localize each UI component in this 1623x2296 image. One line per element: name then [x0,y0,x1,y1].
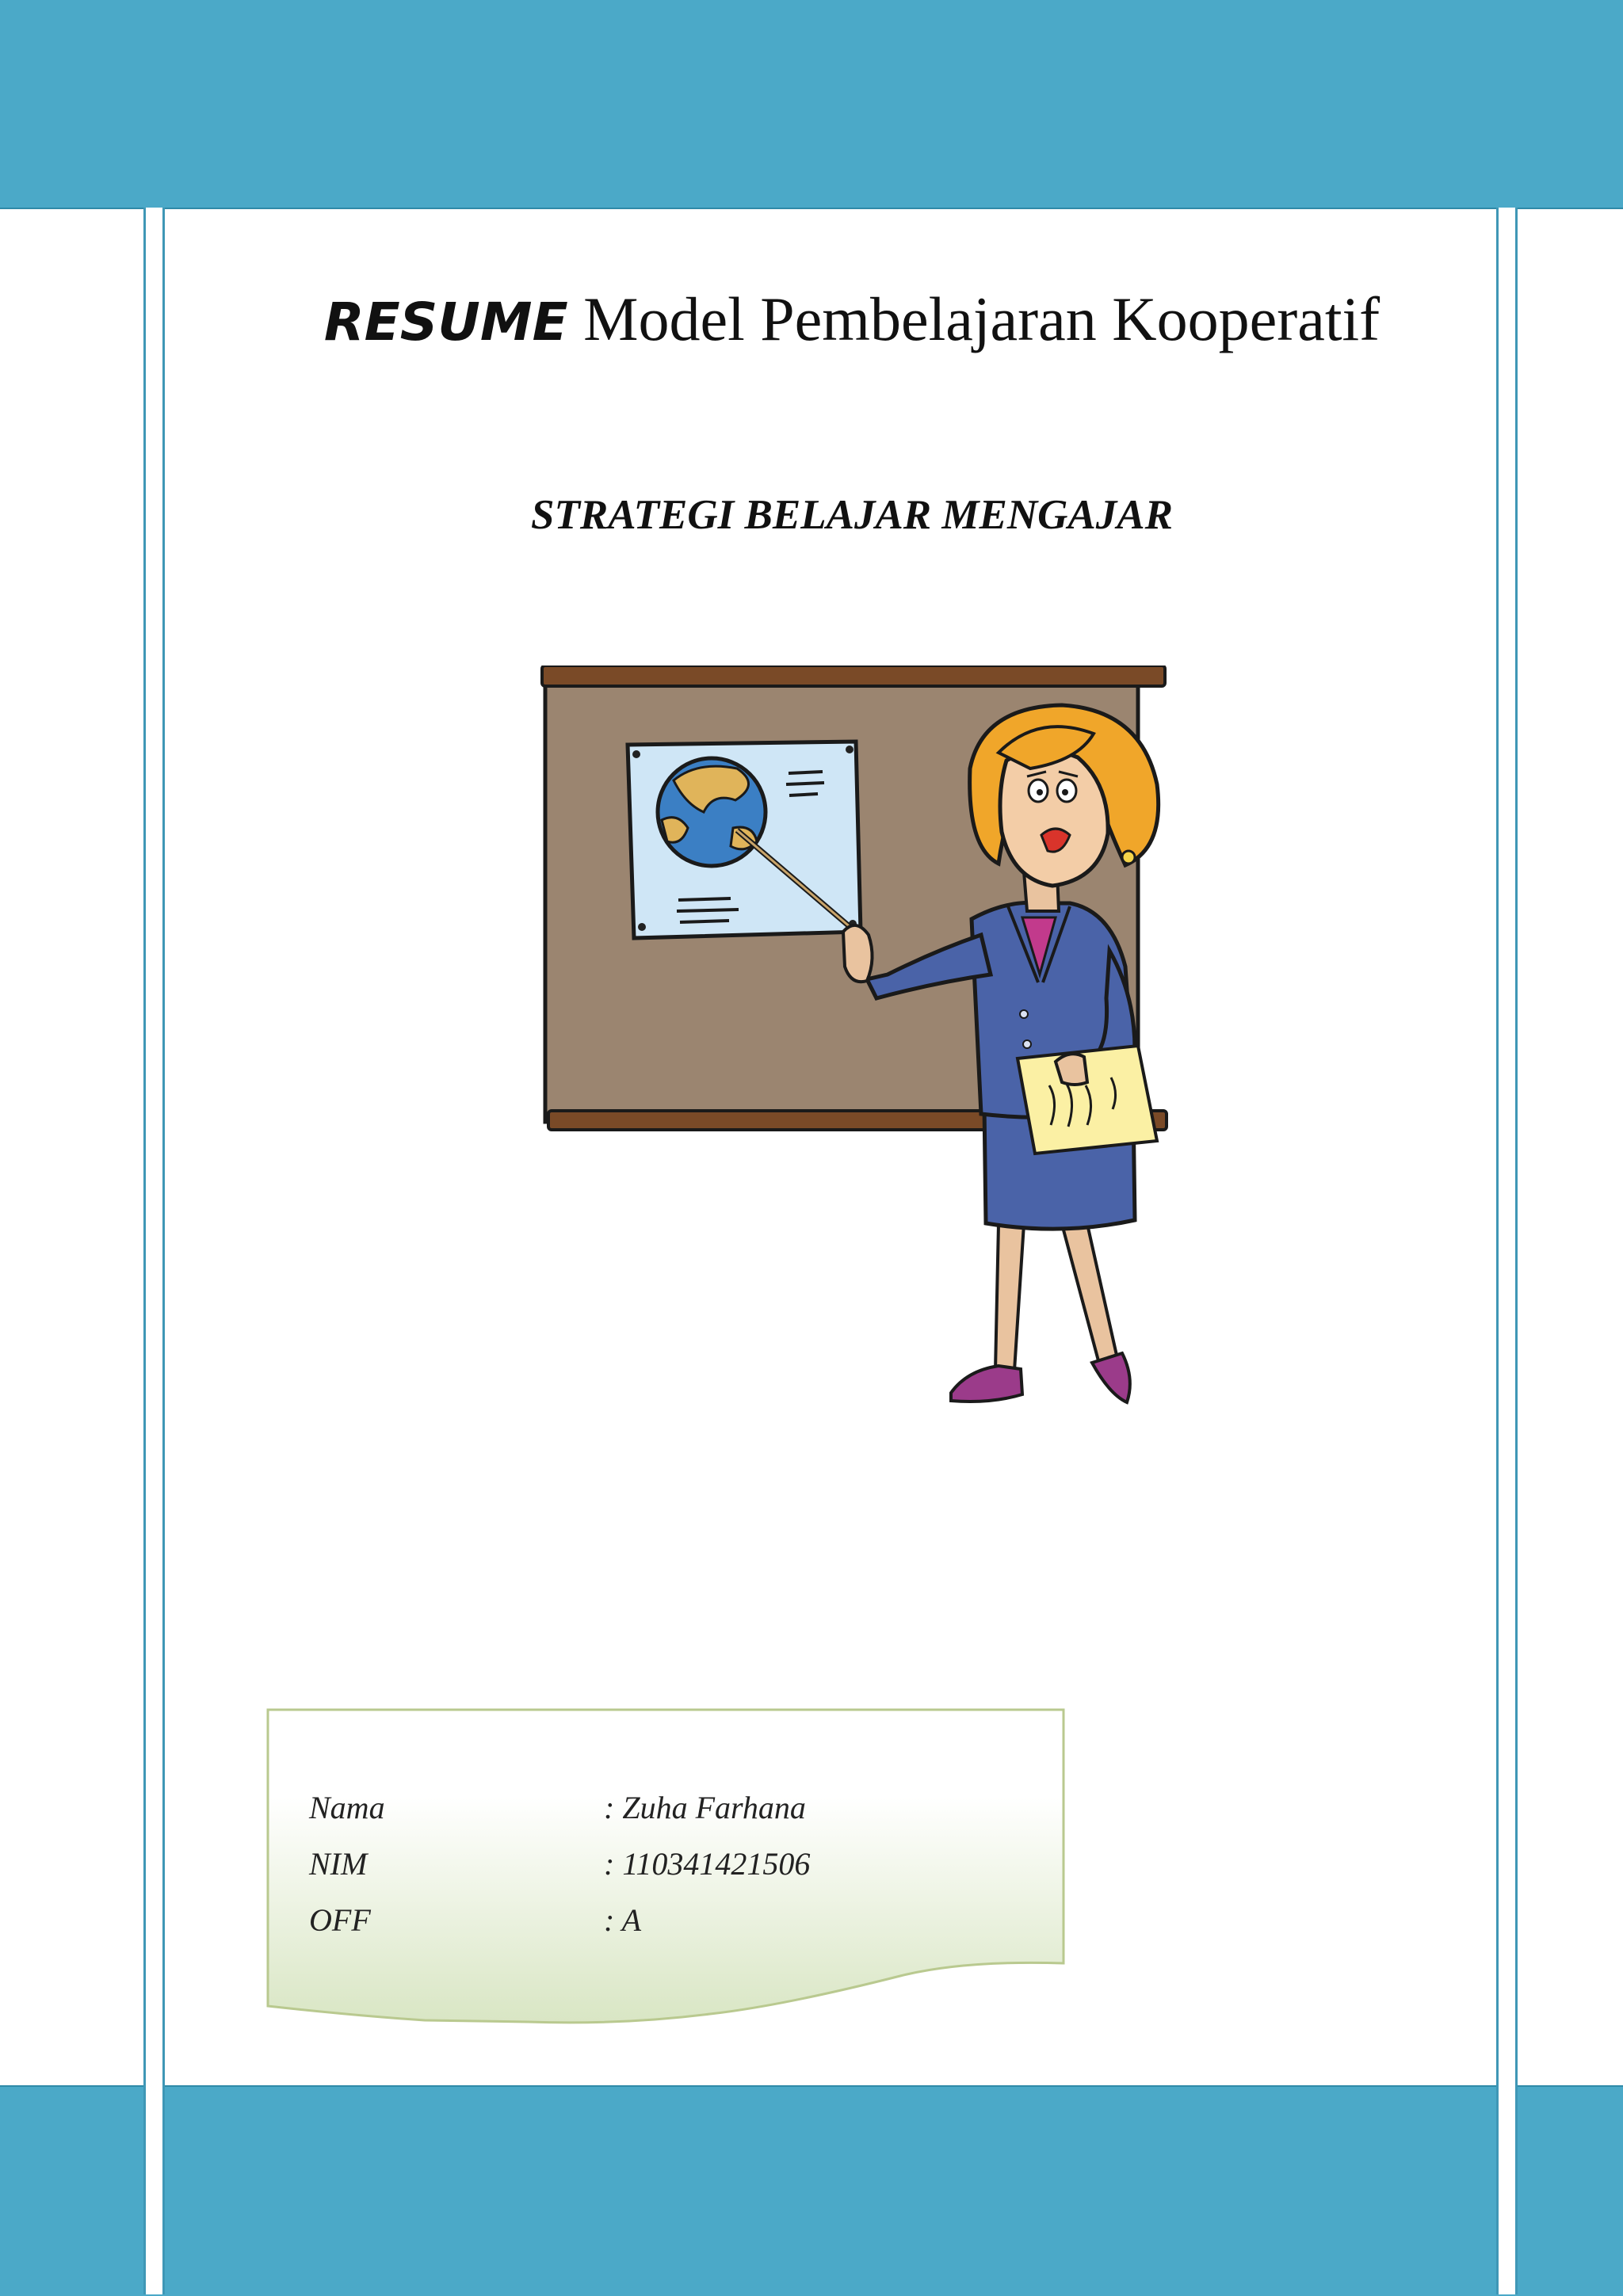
info-label: Nama [309,1790,385,1825]
top-band [0,0,1623,209]
info-value: : 110341421506 [604,1846,811,1882]
info-label: NIM [309,1846,368,1882]
title-emphasis: RESUME [323,292,568,353]
info-label: OFF [309,1902,371,1938]
teacher-pointing-at-board-icon [523,666,1189,1442]
title-text: Model Pembelajaran Kooperatif [567,284,1381,353]
bottom-band [0,2085,1623,2296]
page-subtitle: STRATEGI BELAJAR MENGAJAR [531,492,1173,538]
info-value: : A [604,1902,642,1938]
info-value: : Zuha Farhana [604,1790,806,1825]
page-title [0,284,1623,355]
